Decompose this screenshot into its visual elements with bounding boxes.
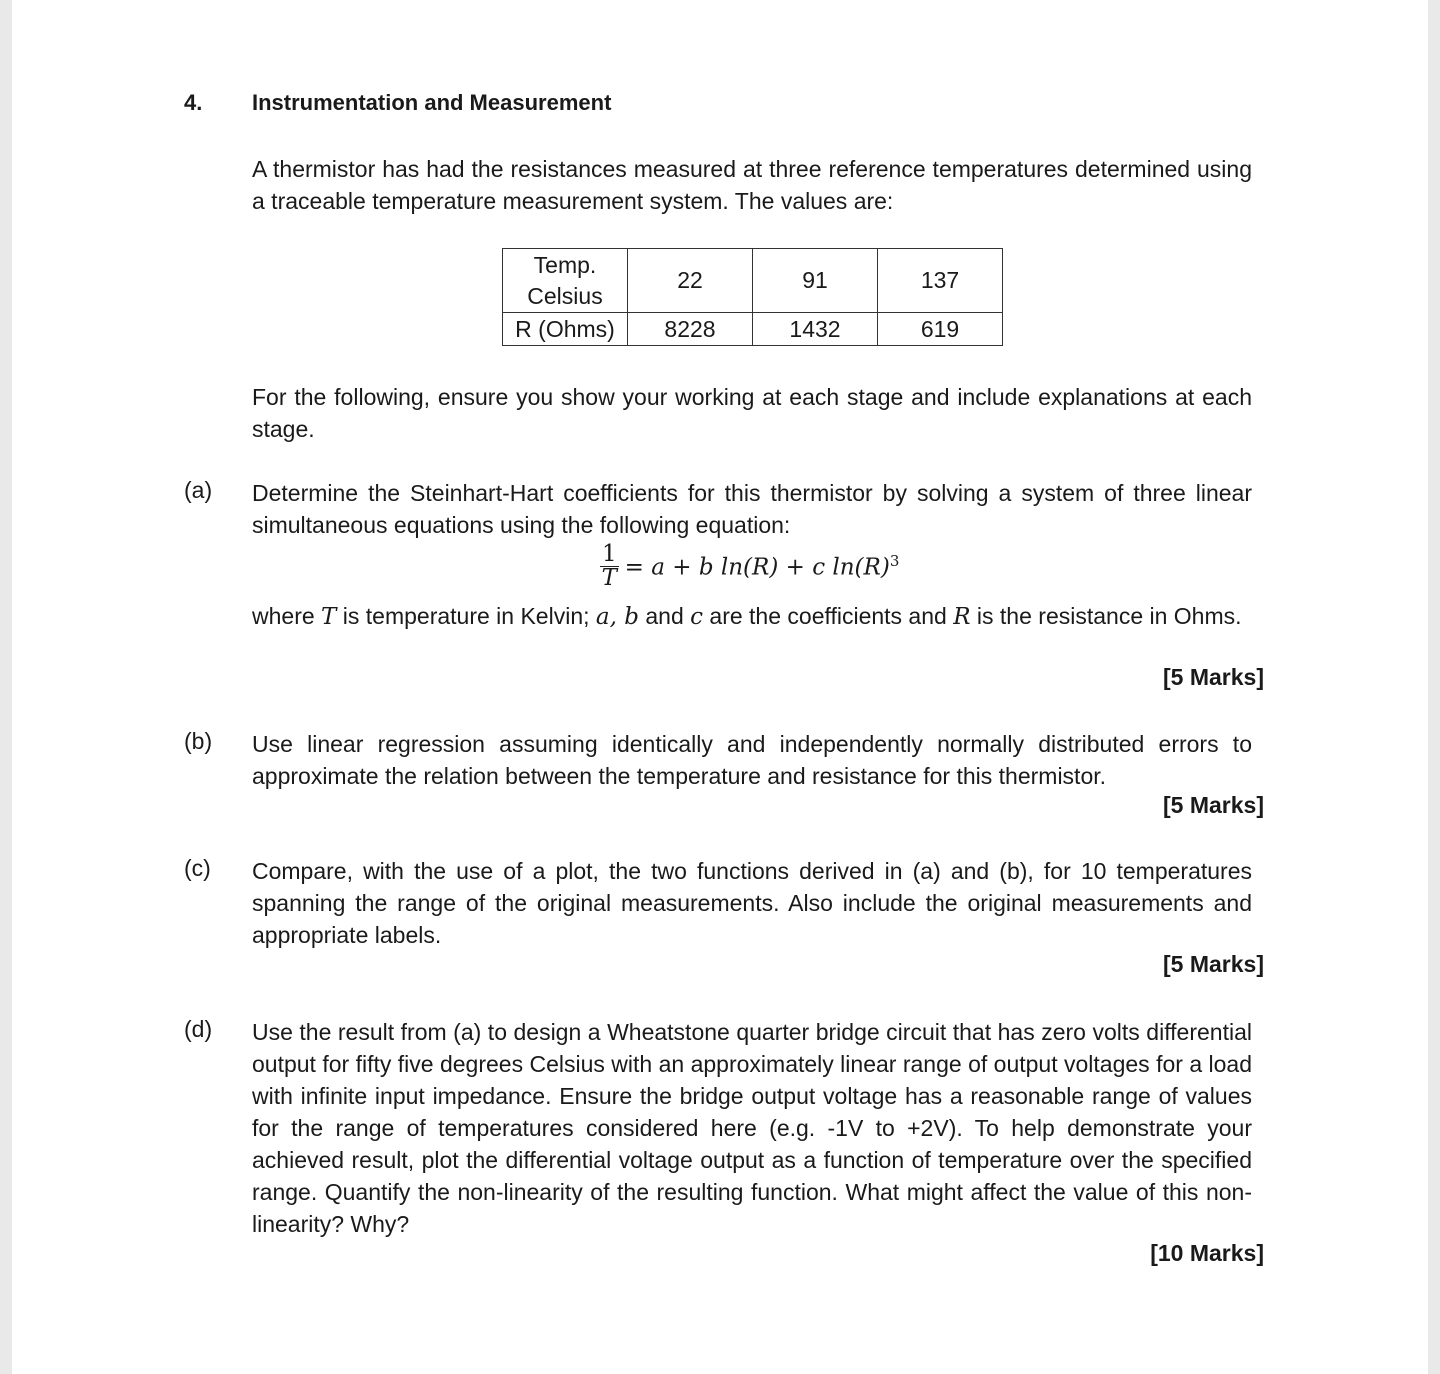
table-cell: 8228 xyxy=(628,313,753,346)
table-cell: 91 xyxy=(753,249,878,313)
equation-denominator: T xyxy=(601,565,617,591)
part-c-text: Compare, with the use of a plot, the two functions derived in (a) and (b), for 10 temperatures spanning the range of the original measurements. Also include the original measurements and appropriate labels. xyxy=(252,858,1252,948)
table-header-resistance: R (Ohms) xyxy=(503,313,628,346)
table-cell: 22 xyxy=(628,249,753,313)
equation-rhs: = a + b ln(R) + c $\ln(R)^3$ xyxy=(624,552,900,581)
temp-header-line2: Celsius xyxy=(527,282,603,309)
part-a-marks: [5 Marks] xyxy=(1163,664,1264,690)
part-c-label: (c) xyxy=(184,855,211,881)
table-cell: 619 xyxy=(878,313,1003,346)
table-header-temp xyxy=(503,249,628,313)
question-number: 4. xyxy=(184,90,203,115)
part-a-where: where T is temperature in Kelvin; a, b and c are the coefficients and R is the resistance in Ohms. xyxy=(252,603,1242,630)
steinhart-hart-equation xyxy=(600,542,899,589)
part-d-label: (d) xyxy=(184,1016,213,1042)
part-c-marks: [5 Marks] xyxy=(1163,951,1264,977)
table-row xyxy=(503,313,1003,346)
equation-power: 3 xyxy=(889,552,900,571)
part-a-label: (a) xyxy=(184,477,213,503)
intro-paragraph: A thermistor has had the resistances measured at three reference temperatures determined using a traceable temperature measurement system. The values are: xyxy=(252,156,1252,214)
temp-header-line1: Temp. xyxy=(533,251,597,278)
part-b-text: Use linear regression assuming identically and independently normally distributed errors to approximate the relation between the temperature and resistance for this thermistor. xyxy=(252,731,1252,789)
equation-fraction xyxy=(600,542,619,589)
question-title: Instrumentation and Measurement xyxy=(252,90,612,115)
part-d-marks: [10 Marks] xyxy=(1150,1240,1264,1266)
part-d-text: Use the result from (a) to design a Wheatstone quarter bridge circuit that has zero volts differential output for fifty five degrees Celsius with an approximately linear range of output voltages for a load with infinite input impedance. Ensure the bridge output voltage has a reasonable range of values for the range of temperatures considered here (e.g. -1V to +2V). To help demonstrate your achieved result, plot the differential voltage output as a function of temperature over the specified range. Quantify the non-linearity of the resulting function. What might affect the value of this non-linearity? Why? xyxy=(252,1019,1252,1237)
equation-numerator: 1 xyxy=(602,541,617,567)
part-a-text: Determine the Steinhart-Hart coefficients for this thermistor by solving a system of three linear simultaneous equations using the following equation: xyxy=(252,480,1252,538)
table-cell: 137 xyxy=(878,249,1003,313)
part-b-label: (b) xyxy=(184,728,213,754)
instructions-paragraph: For the following, ensure you show your working at each stage and include explanations at each stage. xyxy=(252,384,1252,442)
table-cell: 1432 xyxy=(753,313,878,346)
part-b-marks: [5 Marks] xyxy=(1163,792,1264,818)
table-row xyxy=(503,249,1003,313)
measurement-table xyxy=(502,248,1003,346)
